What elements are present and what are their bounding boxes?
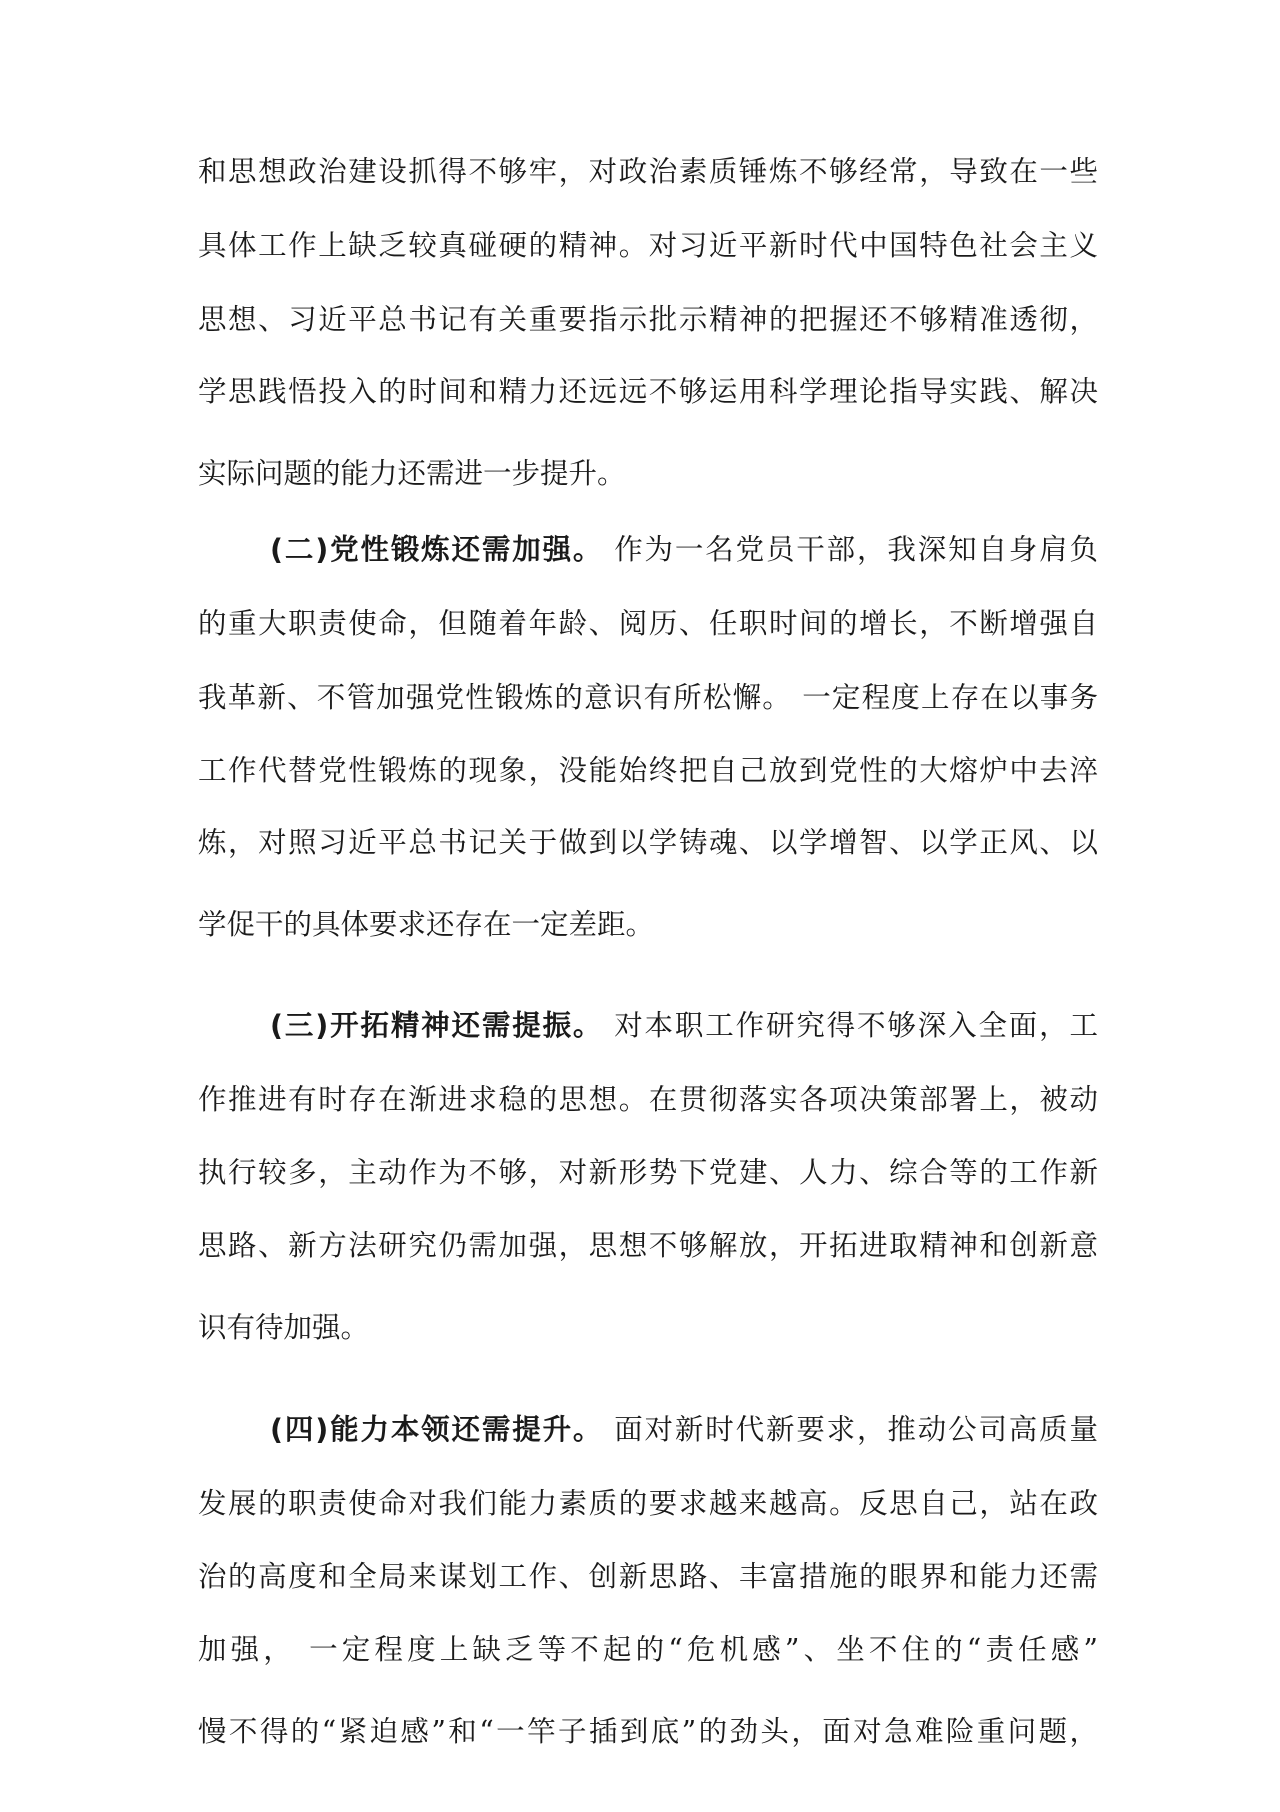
- line-text: 我革新、不管加强党性锻炼的意识有所松懈。 一定程度上存在以事务: [198, 681, 1098, 714]
- line-text: 治的高度和全局来谋划工作、创新思路、丰富措施的眼界和能力还需: [198, 1560, 1098, 1593]
- line-text: 学思践悟投入的时间和精力还远远不够运用科学理论指导实践、解决: [198, 375, 1098, 408]
- section-heading: (三)开拓精神还需提振。: [270, 1009, 604, 1042]
- text-line: [198, 226, 1098, 266]
- section-heading-line: [270, 1006, 1098, 1046]
- text-line: [198, 1226, 1098, 1266]
- text-line: [198, 300, 1098, 340]
- line-text: 思路、新方法研究仍需加强，思想不够解放，开拓进取精神和创新意: [198, 1229, 1098, 1262]
- line-text: 的重大职责使命，但随着年龄、阅历、任职时间的增长，不断增强自: [198, 607, 1098, 640]
- text-line: [198, 823, 1098, 863]
- line-text: 加强， 一定程度上缺乏等不起的“危机感”、坐不住的“责任感”: [198, 1633, 1098, 1666]
- line-text: 具体工作上缺乏较真碰硬的精神。对习近平新时代中国特色社会主义: [198, 229, 1098, 262]
- text-line: [198, 1153, 1098, 1193]
- text-line: [198, 1630, 1098, 1670]
- line-text: 实际问题的能力还需进一步提升。: [198, 457, 626, 490]
- text-line: [198, 905, 1098, 945]
- text-line: [198, 1080, 1098, 1120]
- line-text: 发展的职责使命对我们能力素质的要求越来越高。反思自己，站在政: [198, 1487, 1098, 1520]
- line-text: 对本职工作研究得不够深入全面，工: [603, 1009, 1099, 1042]
- section-heading-line: [270, 530, 1098, 570]
- line-text: 作推进有时存在渐进求稳的思想。在贯彻落实各项决策部署上，被动: [198, 1083, 1098, 1116]
- line-text: 学促干的具体要求还存在一定差距。: [198, 908, 655, 941]
- text-line: [198, 1484, 1098, 1524]
- text-line: [198, 678, 1098, 718]
- line-text: 慢不得的“紧迫感”和“一竿子插到底”的劲头，面对急难险重问题，: [198, 1715, 1098, 1748]
- line-text: 面对新时代新要求，推动公司高质量: [603, 1413, 1099, 1446]
- text-line: [198, 454, 1098, 494]
- text-line: [198, 1712, 1098, 1752]
- line-text: 识有待加强。: [198, 1311, 370, 1344]
- line-text: 思想、习近平总书记有关重要指示批示精神的把握还不够精准透彻，: [198, 303, 1098, 336]
- section-heading-line: [270, 1410, 1098, 1450]
- text-line: [198, 152, 1098, 192]
- text-line: [198, 372, 1098, 412]
- section-heading: (四)能力本领还需提升。: [270, 1413, 604, 1446]
- line-text: 炼，对照习近平总书记关于做到以学铸魂、以学增智、以学正风、以: [198, 826, 1098, 859]
- text-line: [198, 604, 1098, 644]
- line-text: 作为一名党员干部，我深知自身肩负: [603, 533, 1099, 566]
- text-line: [198, 1308, 1098, 1348]
- text-line: [198, 1557, 1098, 1597]
- text-line: [198, 751, 1098, 791]
- section-heading: (二)党性锻炼还需加强。: [270, 533, 604, 566]
- line-text: 执行较多，主动作为不够，对新形势下党建、人力、综合等的工作新: [198, 1156, 1098, 1189]
- line-text: 工作代替党性锻炼的现象，没能始终把自己放到党性的大熔炉中去淬: [198, 754, 1098, 787]
- line-text: 和思想政治建设抓得不够牢，对政治素质锤炼不够经常，导致在一些: [198, 155, 1098, 188]
